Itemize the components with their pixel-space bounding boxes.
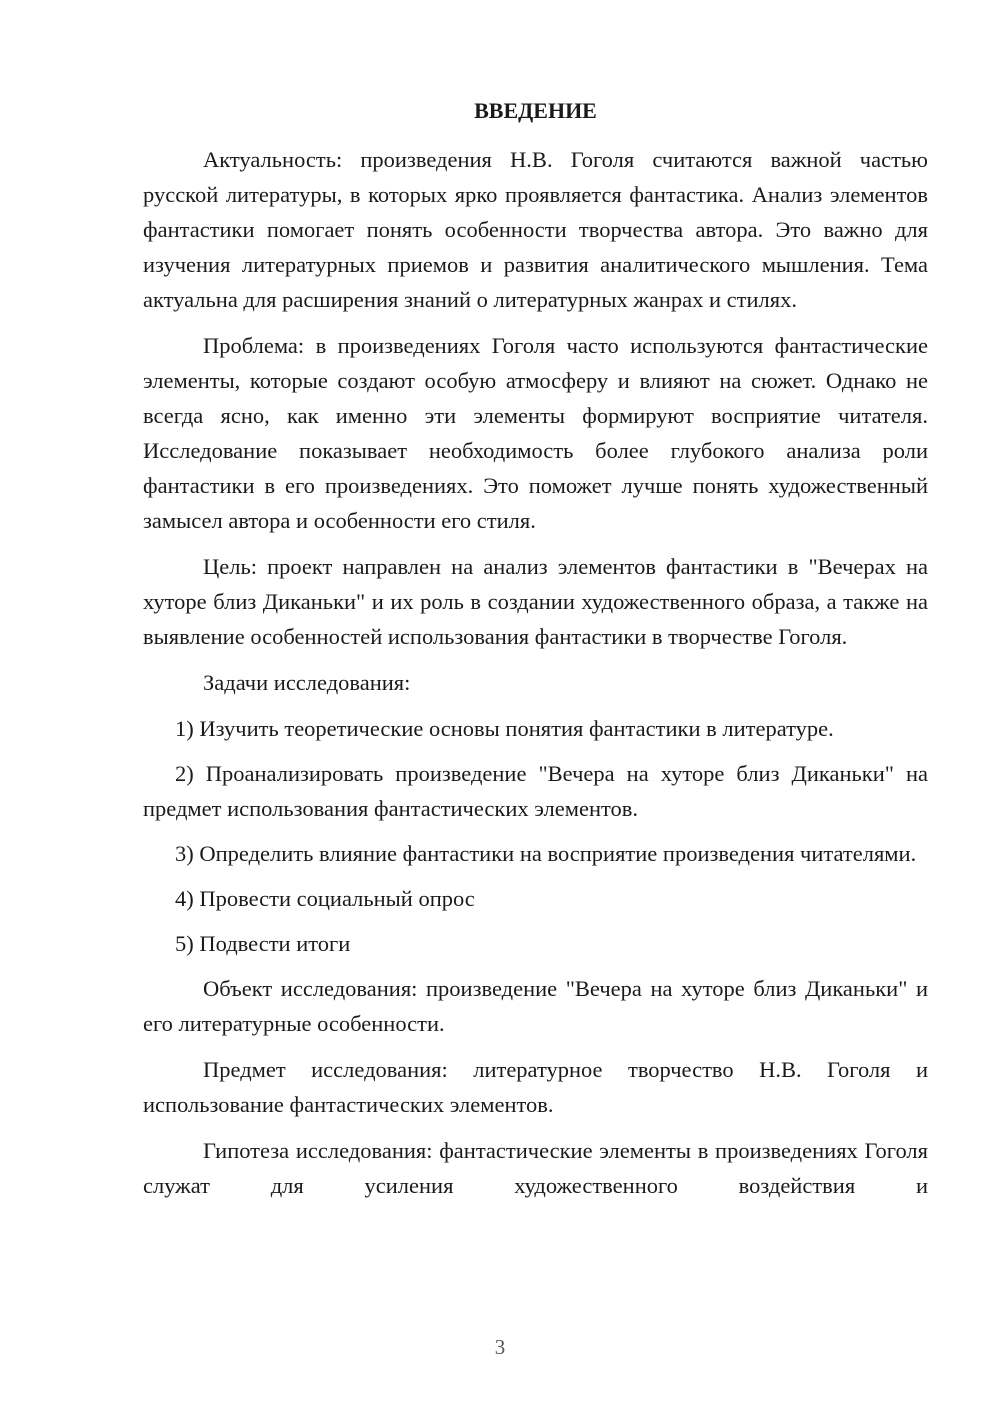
- paragraph-problem: Проблема: в произведениях Гоголя часто используются фантастические элементы, которые создают особую атмосферу и влияют на сюжет. Однако не всегда ясно, как именно эти элементы формируют восприятие читателя. Исследование показывает необходимость более глубокого анализа роли фантастики в его произведениях. Это поможет лучше понять художественный замысел автора и особенности его стиля.: [143, 333, 928, 533]
- paragraph-relevance: Актуальность: произведения Н.В. Гоголя считаются важной частью русской литературы, в которых ярко проявляется фантастика. Анализ элементов фантастики помогает понять особенности творчества автора. Это важно для изучения литературных приемов и развития аналитического мышления. Тема актуальна для расширения знаний о литературных жанрах и стилях.: [143, 147, 928, 312]
- list-item-task-4: 4) Провести социальный опрос: [175, 886, 475, 911]
- page-number: 3: [494, 1335, 506, 1359]
- paragraph-subject: Предмет исследования: литературное творчество Н.В. Гоголя и использование фантастических элементов.: [143, 1057, 928, 1117]
- list-item-task-2: 2) Проанализировать произведение "Вечера на хуторе близ Диканьки" на предмет использования фантастических элементов.: [143, 761, 928, 821]
- list-item-task-1: 1) Изучить теоретические основы понятия фантастики в литературе.: [175, 716, 834, 741]
- list-item-task-3: 3) Определить влияние фантастики на восприятие произведения читателями.: [175, 841, 917, 866]
- page-body: [143, 97, 928, 1214]
- paragraph-object: Объект исследования: произведение "Вечера на хуторе близ Диканьки" и его литературные особенности.: [143, 976, 928, 1036]
- list-item-task-5: 5) Подвести итоги: [175, 931, 351, 956]
- paragraph-hypothesis: Гипотеза исследования: фантастические элементы в произведениях Гоголя служат для усиления художественного воздействия и: [143, 1138, 928, 1198]
- paragraph-goal: Цель: проект направлен на анализ элементов фантастики в "Вечерах на хуторе близ Диканьки" и их роль в создании художественного образа, а также на выявление особенностей использования фантастики в творчестве Гоголя.: [143, 554, 928, 649]
- page-title: ВВЕДЕНИЕ: [474, 98, 597, 123]
- tasks-heading: Задачи исследования:: [203, 670, 411, 695]
